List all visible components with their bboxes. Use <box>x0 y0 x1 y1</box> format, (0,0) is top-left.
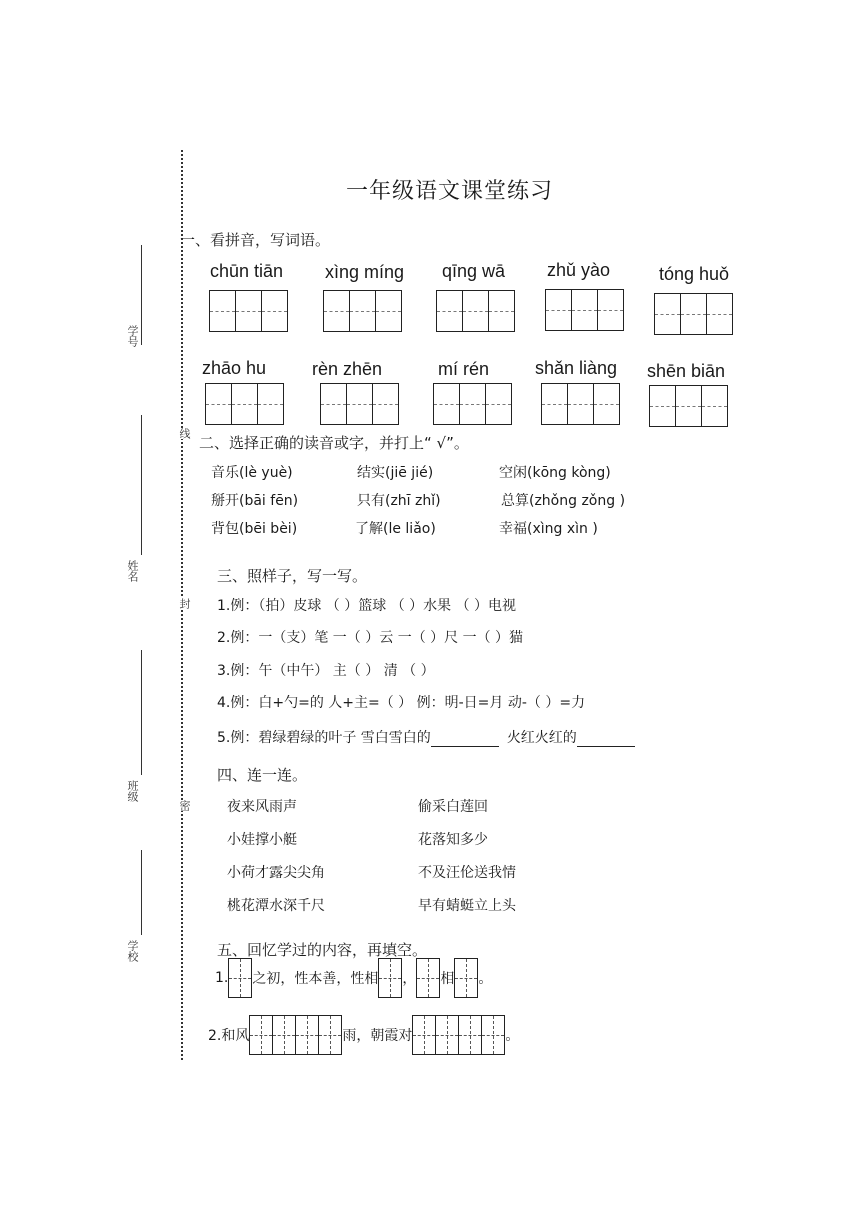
label-school: 学校 <box>126 940 139 962</box>
mark-mi: 密 <box>178 800 191 811</box>
section2-heading: 二、选择正确的读音或字，并打上“ √”。 <box>199 434 469 452</box>
blank-student-id[interactable] <box>141 245 142 345</box>
reading-choice[interactable]: 掰开(bāi fēn) <box>211 493 299 509</box>
label-class: 班级 <box>126 780 139 802</box>
line5-mid: 火红火红的 <box>506 730 577 746</box>
pinyin: mí rén <box>438 359 490 379</box>
mark-feng: 封 <box>178 598 191 609</box>
reading-choice[interactable]: 总算(zhǒng zǒng ) <box>501 493 626 509</box>
reading-choice[interactable]: 空闲(kōng kòng) <box>499 465 611 481</box>
fill-boxes[interactable] <box>228 958 252 998</box>
pinyin: chūn tiān <box>210 261 284 281</box>
mark-xian: 线 <box>178 428 191 439</box>
fill-text: 相 <box>440 971 455 987</box>
reading-choice[interactable]: 音乐(lè yuè) <box>211 465 293 481</box>
exercise-line[interactable]: 3.例：午（中午） 主（ ） 清 （ ） <box>217 663 435 679</box>
match-left[interactable]: 小娃撑小艇 <box>227 832 297 848</box>
match-right[interactable]: 偷采白莲回 <box>418 799 488 815</box>
fill-text: 2.和风 <box>208 1028 250 1044</box>
pinyin: qīng wā <box>442 261 506 281</box>
writing-box[interactable] <box>649 385 728 427</box>
pinyin: shēn biān <box>647 361 726 381</box>
writing-box[interactable] <box>320 383 399 425</box>
match-right[interactable]: 不及汪伦送我情 <box>418 865 516 881</box>
reading-choice[interactable]: 了解(le liǎo) <box>355 521 436 537</box>
reading-choice[interactable]: 幸福(xìng xìn ) <box>499 521 598 537</box>
answer-blank[interactable] <box>431 746 499 747</box>
page-title: 一年级语文课堂练习 <box>346 179 554 204</box>
exercise-line[interactable]: 4.例：白+勺=的 人+主=（ ） 例：明-日=月 动-（ ）=力 <box>217 695 586 711</box>
fill-text: 之初，性本善，性相 <box>252 971 379 987</box>
answer-blank[interactable] <box>577 746 635 747</box>
match-left[interactable]: 小荷才露尖尖角 <box>227 865 325 881</box>
fill-boxes[interactable] <box>378 958 402 998</box>
reading-choice[interactable]: 只有(zhī zhǐ) <box>357 493 441 509</box>
fill-boxes[interactable] <box>412 1015 505 1055</box>
fill-text: 雨，朝霞对 <box>342 1028 413 1044</box>
fill-boxes[interactable] <box>416 958 440 998</box>
line5-prefix: 5.例：碧绿碧绿的叶子 雪白雪白的 <box>217 730 431 746</box>
match-left[interactable]: 夜来风雨声 <box>227 799 297 815</box>
pinyin: xìng míng <box>325 262 405 282</box>
blank-class[interactable] <box>141 650 142 775</box>
fill-text: ， <box>402 971 417 987</box>
pinyin: tóng huǒ <box>659 264 730 284</box>
writing-box[interactable] <box>545 289 624 331</box>
blank-name[interactable] <box>141 415 142 555</box>
section5-heading: 五、回忆学过的内容，再填空。 <box>217 941 428 959</box>
fill-line-2 <box>208 1015 519 1055</box>
reading-choice[interactable]: 结实(jiē jié) <box>357 465 434 481</box>
writing-box[interactable] <box>323 290 402 332</box>
blank-school[interactable] <box>141 850 142 935</box>
writing-box[interactable] <box>433 383 512 425</box>
section4-heading: 四、连一连。 <box>217 766 308 784</box>
fill-text: 。 <box>478 971 493 987</box>
label-student-id: 学号 <box>126 325 139 347</box>
match-left[interactable]: 桃花潭水深千尺 <box>227 898 325 914</box>
pinyin: shǎn liàng <box>535 358 618 378</box>
writing-box[interactable] <box>541 383 620 425</box>
section3-heading: 三、照样子，写一写。 <box>217 567 368 585</box>
fill-boxes[interactable] <box>454 958 478 998</box>
fill-text: 。 <box>505 1028 520 1044</box>
pinyin: zhāo hu <box>202 358 267 378</box>
match-right[interactable]: 花落知多少 <box>418 832 488 848</box>
fill-line-1 <box>215 958 492 998</box>
match-right[interactable]: 早有蜻蜓立上头 <box>418 898 516 914</box>
writing-box[interactable] <box>205 383 284 425</box>
writing-box[interactable] <box>209 290 288 332</box>
fill-text: 1. <box>215 970 229 986</box>
label-name: 姓名 <box>126 560 139 582</box>
exercise-line-5 <box>217 727 635 747</box>
section1-heading: 一、看拼音，写词语。 <box>180 231 331 249</box>
pinyin: rèn zhēn <box>312 359 383 379</box>
writing-box[interactable] <box>654 293 733 335</box>
writing-box[interactable] <box>436 290 515 332</box>
pinyin: zhǔ yào <box>547 260 611 280</box>
fill-boxes[interactable] <box>249 1015 342 1055</box>
exercise-line[interactable]: 1.例：（拍）皮球 （ ）篮球 （ ）水果 （ ）电视 <box>217 598 517 614</box>
exercise-line[interactable]: 2.例：一（支）笔 一（ ）云 一（ ）尺 一（ ）猫 <box>217 630 524 646</box>
reading-choice[interactable]: 背包(bēi bèi) <box>211 521 298 537</box>
